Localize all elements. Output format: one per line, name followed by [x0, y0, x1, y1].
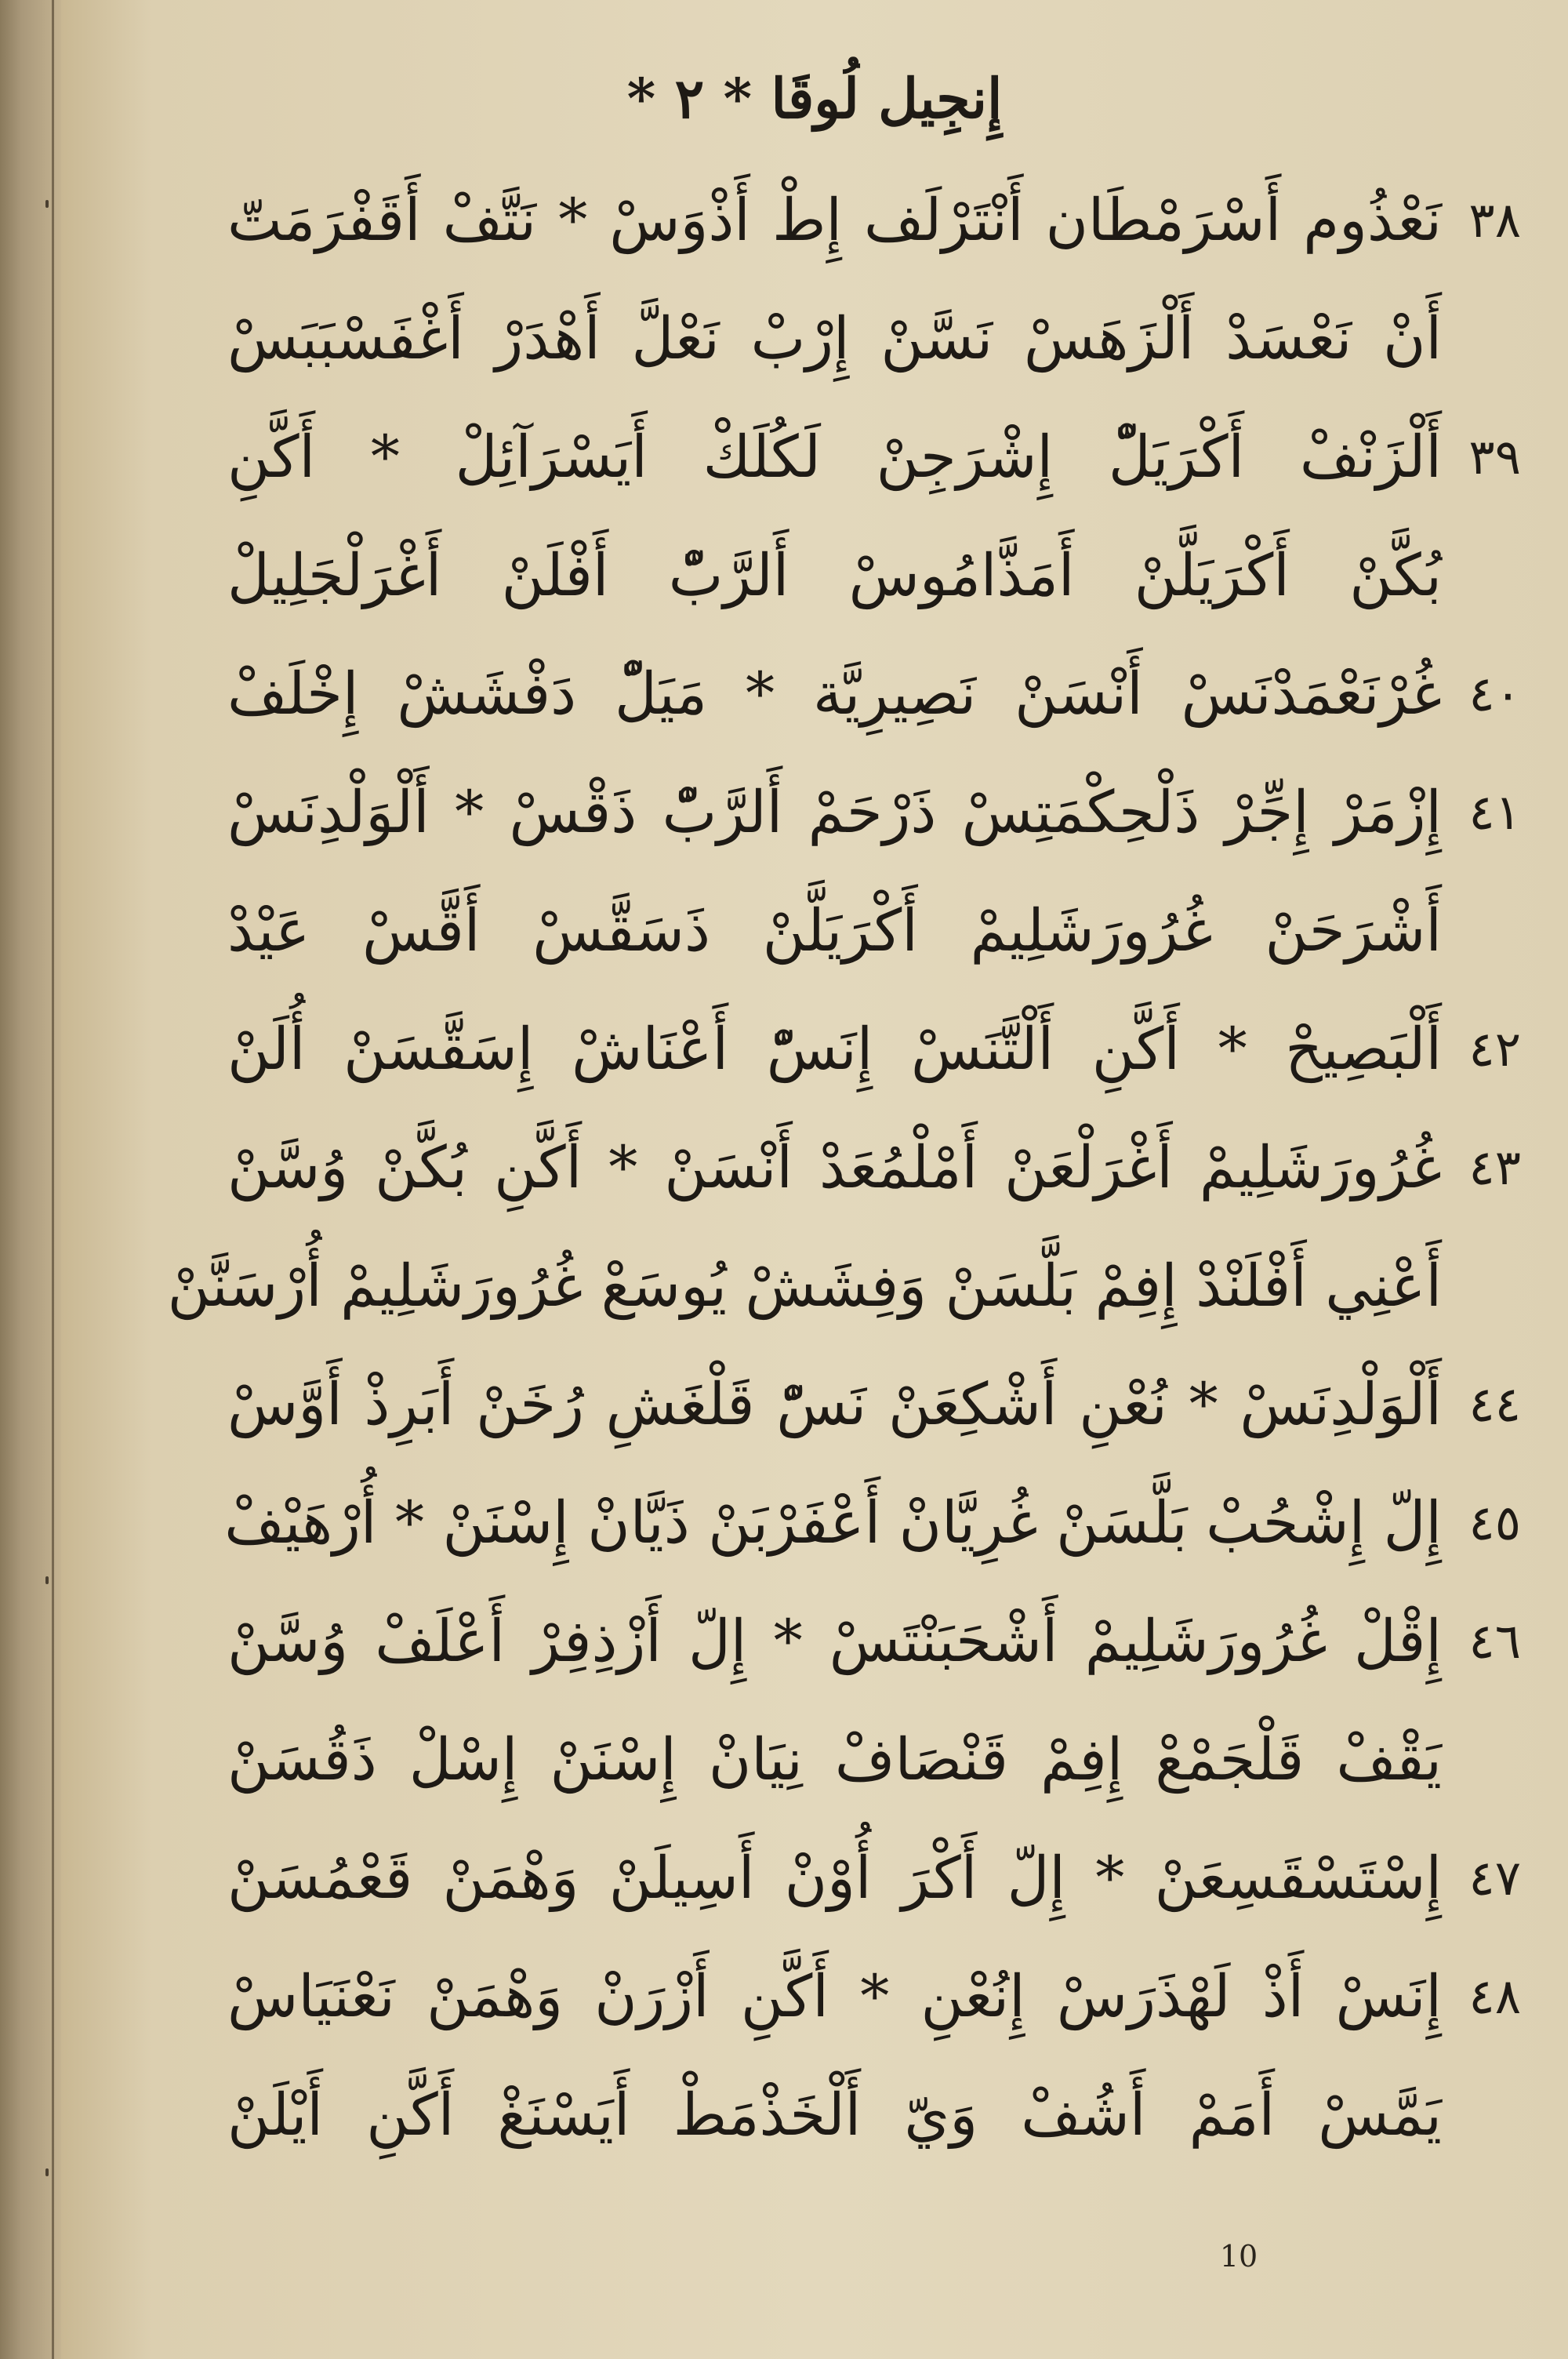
paper-speck — [45, 200, 49, 208]
verse-number: ٤٣ — [1468, 1139, 1521, 1196]
verse-number: ٤٢ — [1468, 1020, 1521, 1078]
verse-number: ٤٧ — [1468, 1849, 1521, 1906]
text-line — [227, 398, 1521, 516]
text-line — [227, 753, 1521, 871]
verse-number: ٣٨ — [1468, 191, 1521, 249]
text-line — [227, 1582, 1521, 1700]
text-line — [227, 1345, 1521, 1463]
line-text: يَقْفْ قَلْجَمْعْ إِفِمْ قَنْصَافْ نِيَانْ إِسْنَنْ إِسْلْ ذَقُسَنْ — [227, 1725, 1442, 1794]
text-line — [227, 1937, 1521, 2055]
text-line — [227, 634, 1521, 753]
line-text: أَشْرَحَنْ غُرُورَشَلِيمْ أَكْرَيَلَّنْ ذَسَقَّسْ أَقَّسْ عَيْدْ — [227, 896, 1442, 965]
text-line — [227, 1108, 1521, 1227]
line-text: أَلْزَنْفْ أَكْرَيَلّْ إِشْرَجِنْ لَكُلَكْ أَيَسْرَآئِلْ * أَكَّنِ — [227, 423, 1442, 491]
paper-speck — [45, 1576, 49, 1584]
running-header: إِنجِيل لُوقَا * ٢ * — [626, 65, 1003, 131]
verse-number: ٣٩ — [1468, 428, 1521, 485]
line-text: إِسْتَسْقَسِعَنْ * إِلّ أَكْرَ أُوْنْ أَسِيلَنْ وَهْمَنْ قَعْمُسَنْ — [227, 1844, 1442, 1912]
text-line — [227, 161, 1521, 279]
text-line — [227, 516, 1521, 634]
text-line — [227, 990, 1521, 1108]
line-text: إِلّ إِشْحُبْ بَلَّسَنْ غُرِيَّانْ أَعْفَرْبَنْ ذَيَّانْ إِسْنَنْ * أُرْهَيْفْ — [224, 1488, 1442, 1557]
line-text: غُرُورَشَلِيمْ أَغْرَلْعَنْ أَمْلْمُعَدْ أَنْسَنْ * أَكَّنِ بُكَّنْ وُسَّنْ — [227, 1133, 1442, 1201]
paper-speck — [45, 2168, 49, 2176]
text-line — [227, 1819, 1521, 1937]
verse-number: ٤٠ — [1468, 665, 1521, 722]
line-text: بُكَّنْ أَكْرَيَلَّنْ أَمَذَّامُوسْ أَلرَّبّْ أَفْلَنْ أَغْرَلْجَلِيلْ — [227, 541, 1442, 609]
verse-number: ٤٤ — [1468, 1376, 1521, 1433]
verse-number: ٤٨ — [1468, 1968, 1521, 2025]
line-text: أَنْ نَعْسَدْ أَلْزَهَسْ نَسَّنْ إِرْبْ نَعْلَّ أَهْدَرْ أَغْفَسْبَبَسْ — [227, 304, 1442, 373]
verse-text-block — [167, 161, 1521, 2174]
line-text: إِزْمَرْ إِجِّرْ ذَلْحِكْمَتِسْ ذَرْحَمْ أَلرَّبّْ ذَقْسْ * أَلْوَلْدِنَسْ — [227, 778, 1442, 846]
line-text: أَعْنِي أَفْلَنْدْ إِفِمْ بَلَّسَنْ وَفِشَشْ يُوسَعْ غُرُورَشَلِيمْ أُرْسَنَّنْ — [167, 1252, 1442, 1320]
verse-number: ٤١ — [1468, 783, 1521, 841]
text-line — [167, 1227, 1521, 1345]
text-line — [227, 1700, 1521, 1819]
line-text: أَلْوَلْدِنَسْ * نُعْنِ أَشْكِعَنْ نَسّْ قَلْغَشِ رُخَنْ أَبَرِذْ أَوَّسْ — [227, 1370, 1442, 1438]
line-text: غُرْنَعْمَدْنَسْ أَنْسَنْ نَصِيرِيَّة * مَيَلّْ دَفْشَشْ إِخْلَفْ — [227, 660, 1442, 728]
binding-edge — [52, 0, 54, 2359]
line-text: يَمَّسْ أَمَمْ أَشُفْ وَيّ أَلْخَذْمَطْ أَيَسْنَغْ أَكَّنِ أَيْلَنْ — [227, 2081, 1442, 2149]
text-line — [227, 279, 1521, 398]
line-text: إِنَسْ أَذْ لَهْذَرَسْ إِنُعْنِ * أَكَّنِ أَزْرَنْ وَهْمَنْ نَعْنَيَاسْ — [227, 1962, 1442, 2030]
line-text: أَلْبَصِيحْ * أَكَّنِ أَلْتَّنَسْ إِنَسّْ أَعْنَاشْ إِسَقَّسَنْ أُلَنْ — [227, 1015, 1442, 1083]
page-number: 10 — [1219, 2239, 1258, 2274]
verse-number: ٤٦ — [1468, 1612, 1521, 1670]
line-text: إِقْلْ غُرُورَشَلِيمْ أَشْحَبَنْتَسْ * إِلّ أَزْذِفِرْ أَعْلَفْ وُسَّنْ — [227, 1607, 1442, 1675]
verse-number: ٤٥ — [1468, 1494, 1521, 1551]
text-line — [227, 871, 1521, 990]
text-line — [227, 2055, 1521, 2174]
text-line — [224, 1463, 1521, 1582]
line-text: نَعْذُوم أَسْرَمْطَان أَنْتَرْلَف إِطْ أَذْوَسْ * نَتَّفْ أَقَفْرَمَتّ — [227, 186, 1442, 254]
